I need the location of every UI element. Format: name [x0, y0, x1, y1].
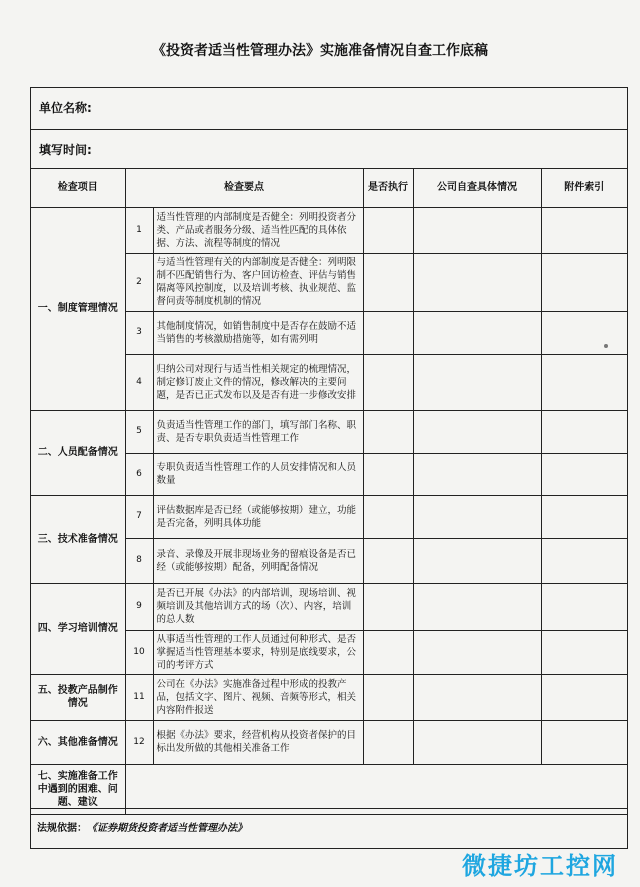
- table-row: [31, 583, 627, 630]
- item-number: 6: [125, 453, 153, 495]
- attachment-cell[interactable]: [541, 674, 627, 720]
- executed-cell[interactable]: [363, 354, 413, 410]
- attachment-cell[interactable]: [541, 720, 627, 764]
- item-number: 1: [125, 207, 153, 253]
- situation-cell[interactable]: [413, 354, 541, 410]
- executed-cell[interactable]: [363, 207, 413, 253]
- situation-cell[interactable]: [413, 720, 541, 764]
- attachment-cell[interactable]: [541, 630, 627, 674]
- category-cell: 四、学习培训情况: [31, 583, 125, 674]
- executed-cell[interactable]: [363, 583, 413, 630]
- category-cell: 六、其他准备情况: [31, 720, 125, 764]
- table-row: [31, 495, 627, 538]
- header-attachment: 附件索引: [541, 169, 627, 207]
- item-text: 其他制度情况，如销售制度中是否存在鼓励不适当销售的考核激励措施等，如有需列明: [153, 311, 363, 354]
- item-number: 12: [125, 720, 153, 764]
- situation-cell[interactable]: [413, 674, 541, 720]
- item-text: 与适当性管理有关的内部制度是否健全：列明限制不匹配销售行为、客户回访检查、评估与销售隔离等风控制度，以及培训考核、执业规范、监督问责等制度机制的情况: [153, 253, 363, 311]
- executed-cell[interactable]: [363, 720, 413, 764]
- executed-cell[interactable]: [363, 538, 413, 583]
- watermark: 微捷坊工控网: [462, 852, 618, 880]
- header-executed: 是否执行: [363, 169, 413, 207]
- executed-cell[interactable]: [363, 495, 413, 538]
- attachment-cell[interactable]: [541, 538, 627, 583]
- table-row: [31, 764, 627, 814]
- executed-cell[interactable]: [363, 630, 413, 674]
- attachment-cell[interactable]: [541, 453, 627, 495]
- item-text: 是否已开展《办法》的内部培训，现场培训、视频培训及其他培训方式的场（次）、内容，培训的总人数: [153, 583, 363, 630]
- item-number: 5: [125, 410, 153, 453]
- fill-time-field[interactable]: 填写时间:: [31, 130, 627, 169]
- situation-cell[interactable]: [413, 495, 541, 538]
- category-cell: 二、人员配备情况: [31, 410, 125, 495]
- item-text: 录音、录像及开展非现场业务的留痕设备是否已经（或能够按期）配备，列明配备情况: [153, 538, 363, 583]
- attachment-cell[interactable]: [541, 410, 627, 453]
- attachment-cell[interactable]: [541, 583, 627, 630]
- table-row: [31, 720, 627, 764]
- situation-cell[interactable]: [413, 583, 541, 630]
- situation-cell[interactable]: [413, 207, 541, 253]
- item-text: 公司在《办法》实施准备过程中形成的投教产品，包括文字、图片、视频、音频等形式，相关内容附件报送: [153, 674, 363, 720]
- worksheet-form: [30, 87, 628, 849]
- category-cell: 一、制度管理情况: [31, 207, 125, 410]
- checklist-table: [31, 169, 627, 815]
- situation-cell[interactable]: [413, 410, 541, 453]
- situation-cell[interactable]: [413, 538, 541, 583]
- item-number: 8: [125, 538, 153, 583]
- header-item: 检查项目: [31, 169, 125, 207]
- attachment-cell[interactable]: [541, 207, 627, 253]
- attachment-cell[interactable]: [541, 253, 627, 311]
- issues-cell[interactable]: [125, 764, 627, 814]
- unit-name-field[interactable]: 单位名称:: [31, 88, 627, 130]
- category-cell: 五、投教产品制作情况: [31, 674, 125, 720]
- legal-basis-label: 法规依据：: [37, 823, 87, 834]
- executed-cell[interactable]: [363, 674, 413, 720]
- table-row: [31, 410, 627, 453]
- legal-basis-law: 《证券期货投资者适当性管理办法》: [87, 823, 247, 834]
- item-text: 根据《办法》要求，经营机构从投资者保护的目标出发所做的其他相关准备工作: [153, 720, 363, 764]
- item-text: 负责适当性管理工作的部门，填写部门名称、职责、是否专职负责适当性管理工作: [153, 410, 363, 453]
- executed-cell[interactable]: [363, 453, 413, 495]
- attachment-cell[interactable]: [541, 354, 627, 410]
- item-text: 从事适当性管理的工作人员通过何种形式、是否掌握适当性管理基本要求，特别是底线要求，公司的考评方式: [153, 630, 363, 674]
- table-row: [31, 674, 627, 720]
- item-number: 3: [125, 311, 153, 354]
- table-header-row: [31, 169, 627, 207]
- category-cell: 三、技术准备情况: [31, 495, 125, 583]
- item-number: 4: [125, 354, 153, 410]
- situation-cell[interactable]: [413, 453, 541, 495]
- situation-cell[interactable]: [413, 311, 541, 354]
- header-situation: 公司自查具体情况: [413, 169, 541, 207]
- table-row: [31, 207, 627, 253]
- executed-cell[interactable]: [363, 410, 413, 453]
- item-number: 2: [125, 253, 153, 311]
- item-number: 7: [125, 495, 153, 538]
- legal-basis: [31, 808, 627, 848]
- attachment-cell[interactable]: [541, 311, 627, 354]
- item-number: 9: [125, 583, 153, 630]
- executed-cell[interactable]: [363, 253, 413, 311]
- item-text: 适当性管理的内部制度是否健全：列明投资者分类、产品或者服务分级、适当性匹配的具体依据、方法、流程等制度的情况: [153, 207, 363, 253]
- item-text: 评估数据库是否已经（或能够按期）建立，功能是否完备，列明具体功能: [153, 495, 363, 538]
- item-number: 11: [125, 674, 153, 720]
- item-text: 专职负责适当性管理工作的人员安排情况和人员数量: [153, 453, 363, 495]
- attachment-cell[interactable]: [541, 495, 627, 538]
- scan-dot: [604, 344, 608, 348]
- header-points: 检查要点: [125, 169, 363, 207]
- situation-cell[interactable]: [413, 630, 541, 674]
- executed-cell[interactable]: [363, 311, 413, 354]
- situation-cell[interactable]: [413, 253, 541, 311]
- page-title: 《投资者适当性管理办法》实施准备情况自查工作底稿: [152, 43, 488, 59]
- category-cell: 七、实施准备工作中遇到的困难、问题、建议: [31, 764, 125, 814]
- item-number: 10: [125, 630, 153, 674]
- item-text: 归纳公司对现行与适当性相关规定的梳理情况，制定修订废止文件的情况，修改解决的主要问题，是否已正式发布以及是否有进一步修改安排: [153, 354, 363, 410]
